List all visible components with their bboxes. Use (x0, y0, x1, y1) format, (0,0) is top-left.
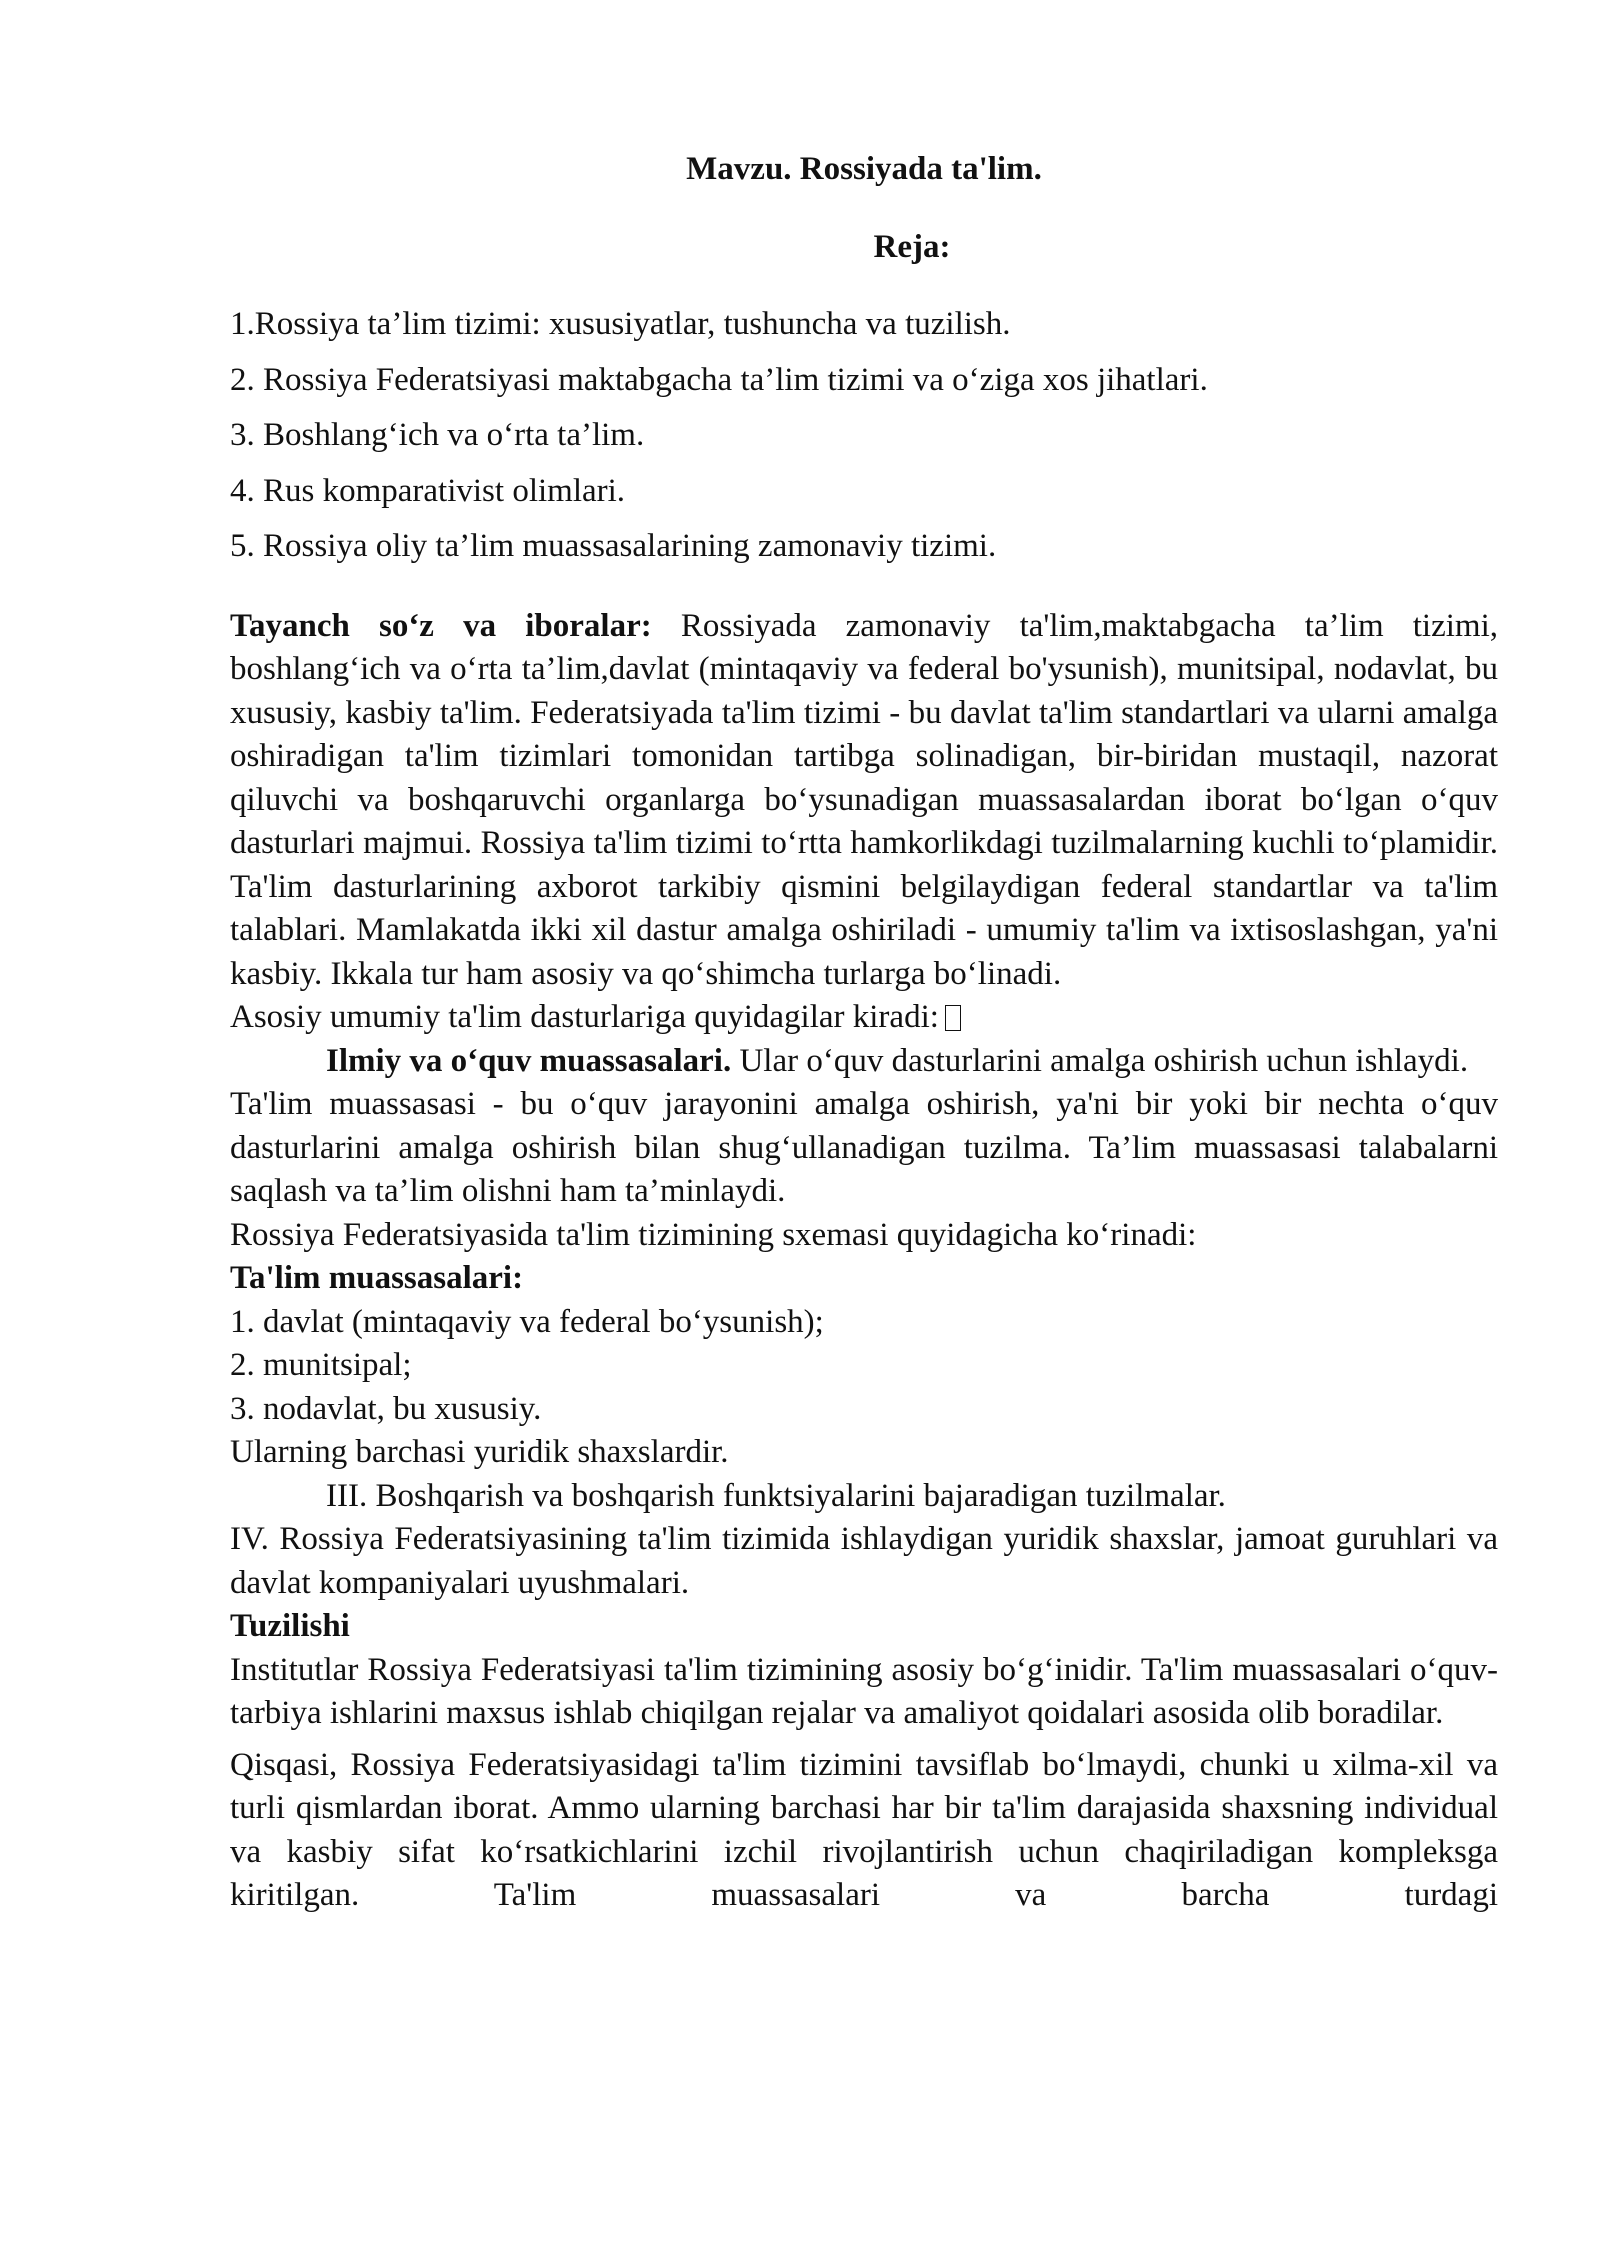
legal-line: Ularning barchasi yuridik shaxslardir. (230, 1434, 729, 1470)
plan-heading: Reja: (873, 228, 951, 265)
plan-item: 5. Rossiya oliy ta’lim muassasalarining zamonaviy tizimi. (230, 528, 997, 564)
asosiy-text: Asosiy umumiy ta'lim dasturlariga quyidagilar kiradi: (230, 999, 939, 1035)
keywords-label: Tayanch so‘z va iboralar: (230, 607, 652, 644)
summary-paragraph: Qisqasi, Rossiya Federatsiyasidagi ta'lim tizimini tavsiflab bo‘lmaydi, chunki u xilma-xil va turli qismlardan iborat. Ammo ularning barchasi har bir ta'lim darajasida shaxsning individual va kasbiy sifat ko‘rsatkichlarini izchil rivojlantirish uchun chaqiriladigan kompleksga kiritilgan. Ta'lim muassasalari va barcha turdagi (230, 1746, 1498, 1913)
plan-item: 4. Rus komparativist olimlari. (230, 472, 626, 509)
plan-item: 2. Rossiya Federatsiyasi maktabgacha ta’lim tizimi va o‘ziga xos jihatlari. (230, 361, 1208, 398)
structure-heading: Tuzilishi (230, 1608, 350, 1644)
institution-item: 1. davlat (mintaqaviy va federal bo‘ysunish); (230, 1303, 824, 1340)
plan-item: 1.Rossiya ta’lim tizimi: xususiyatlar, tushuncha va tuzilish. (230, 306, 1011, 342)
ilmiy-paragraph (230, 1040, 1498, 1084)
institution-item: 3. nodavlat, bu xususiy. (230, 1390, 542, 1427)
institution-item: 2. munitsipal; (230, 1347, 412, 1383)
talim-muassasasi-paragraph: Ta'lim muassasasi - bu o‘quv jarayonini amalga oshirish, ya'ni bir yoki bir nechta o‘quv dasturlarini amalga oshirish bilan shug‘ullanadigan tuzilma. Ta’lim muassasasi talabalarni saqlash va ta’lim olishni ham ta’minlaydi. (230, 1086, 1498, 1209)
plan-item: 3. Boshlang‘ich va o‘rta ta’lim. (230, 417, 645, 453)
section-iv: IV. Rossiya Federatsiyasining ta'lim tizimida ishlaydigan yuridik shaxslar, jamoat guruhlari va davlat kompaniyalari uyushmalari. (230, 1521, 1498, 1601)
keywords-paragraph (230, 605, 1498, 997)
section-iii: III. Boshqarish va boshqarish funktsiyalarini bajaradigan tuzilmalar. (326, 1477, 1226, 1514)
structure-paragraph: Institutlar Rossiya Federatsiyasi ta'lim tizimining asosiy bo‘g‘inidir. Ta'lim muassasalari o‘quv-tarbiya ishlarini maxsus ishlab chiqilgan rejalar va amaliyot qoidalari asosida olib boradilar. (230, 1651, 1498, 1731)
document-title: Mavzu. Rossiyada ta'lim. (686, 151, 1042, 187)
ilmiy-label: Ilmiy va o‘quv muassasalari. (326, 1042, 732, 1079)
ilmiy-text: Ular o‘quv dasturlarini amalga oshirish uchun ishlaydi. (731, 1042, 1469, 1079)
asosiy-line (230, 996, 1498, 1040)
document-page (230, 148, 1498, 1918)
institutions-heading: Ta'lim muassasalari: (230, 1260, 524, 1296)
schema-line: Rossiya Federatsiyasida ta'lim tizimining sxemasi quyidagicha ko‘rinadi: (230, 1216, 1197, 1253)
keywords-text: Rossiyada zamonaviy ta'lim,maktabgacha ta’lim tizimi, boshlang‘ich va o‘rta ta’lim,davlat (mintaqaviy va federal bo'ysunish), munitsipal, nodavlat, bu xususiy, kasbiy ta'lim. Federatsiyada ta'lim tizimi - bu davlat ta'lim standartlari va ularni amalga oshiradigan ta'lim tizimlari tomonidan tartibga solinadigan, bir-biridan mustaqil, nazorat qiluvchi va boshqaruvchi organlarga bo‘ysunadigan muassasalardan iborat bo‘lgan o‘quv dasturlari majmui. Rossiya ta'lim tizimi to‘rtta hamkorlikdagi tuzilmalarning kuchli to‘plamidir. Ta'lim dasturlarining axborot tarkibiy qismini belgilaydigan federal standartlar va ta'lim talablari. Mamlakatda ikki xil dastur amalga oshiriladi - umumiy ta'lim va ixtisoslashgan, ya'ni kasbiy. Ikkala tur ham asosiy va qo‘shimcha turlarga bo‘linadi. (230, 607, 1498, 992)
missing-glyph-icon (945, 1005, 961, 1031)
